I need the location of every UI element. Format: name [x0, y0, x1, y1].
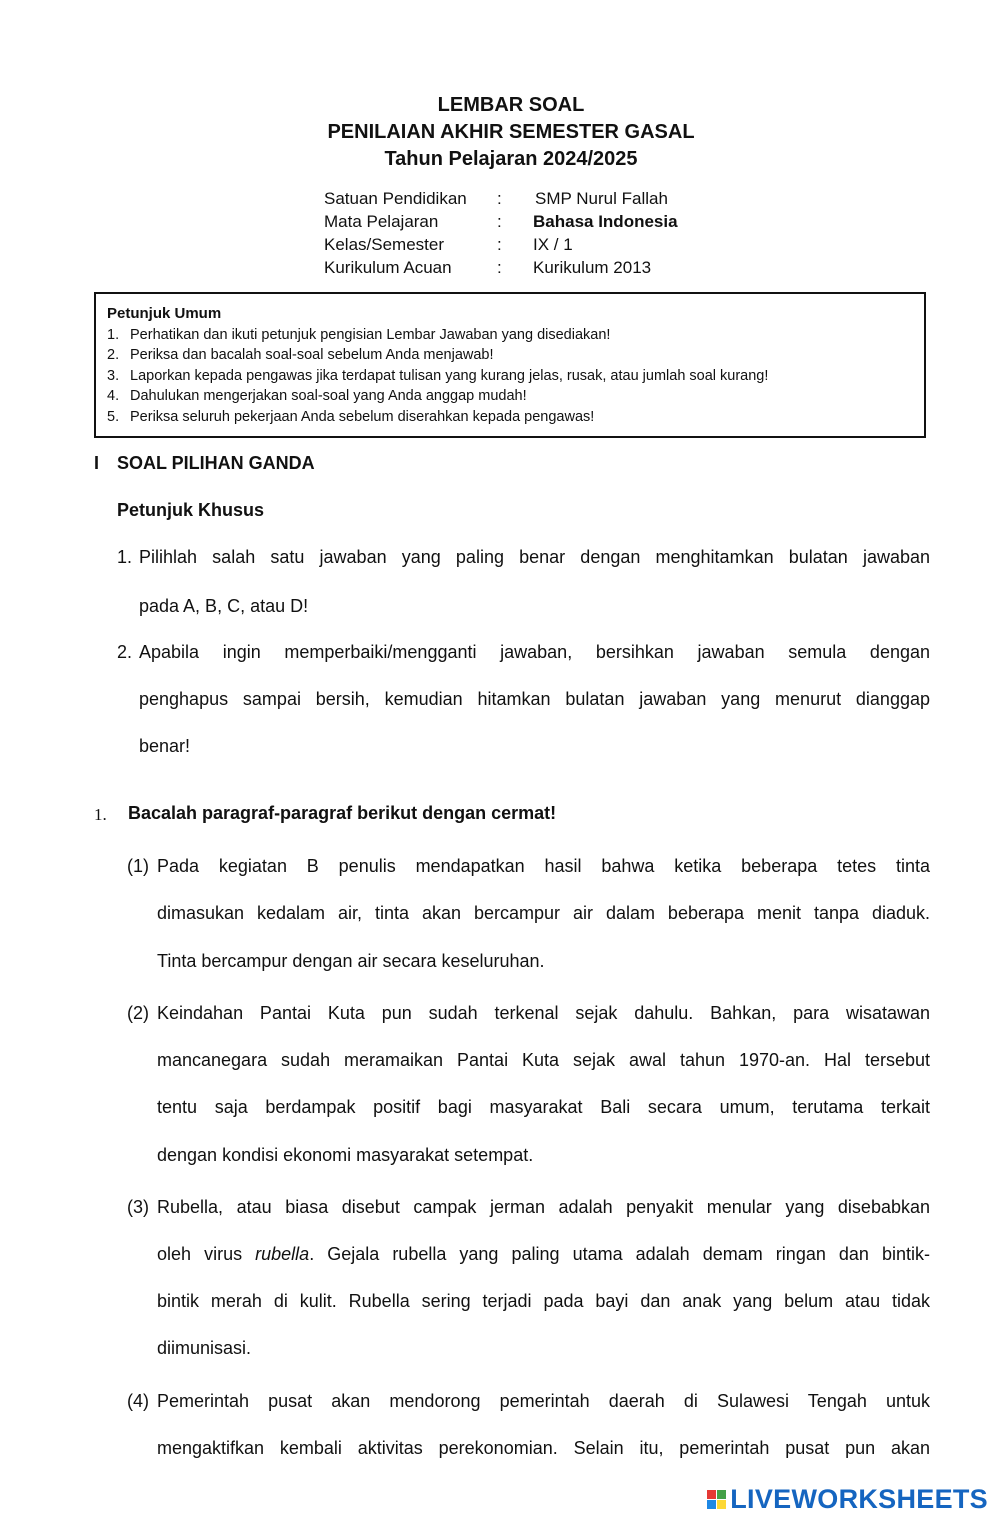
info-value-kurikulum: Kurikulum 2013 [533, 258, 652, 277]
liveworksheets-logo-icon [707, 1490, 726, 1509]
info-value-mapel: Bahasa Indonesia [533, 212, 678, 231]
section-number: I [94, 453, 100, 473]
general-instruction-item: 3. Laporkan kepada pengawas jika terdapat tulisan yang kurang jelas, rusak, atau jumlah soal kurang! [107, 368, 769, 384]
special-item-line: Pilihlah salah satu jawaban yang paling benar dengan menghitamkan bulatan jawaban [139, 547, 930, 567]
general-instructions-title: Petunjuk Umum [107, 305, 222, 322]
paragraph-line: dengan kondisi ekonomi masyarakat setempat. [157, 1145, 534, 1165]
paragraph-line: mengaktifkan kembali aktivitas perekonomian. Selain itu, pemerintah pusat pun akan [157, 1438, 930, 1458]
general-instruction-item: 5. Periksa seluruh pekerjaan Anda sebelum diserahkan kepada pengawas! [107, 409, 595, 425]
info-colon: : [497, 258, 502, 277]
title-penilaian: PENILAIAN AKHIR SEMESTER GASAL [327, 121, 695, 143]
paragraph-line: Tinta bercampur dengan air secara keseluruhan. [157, 951, 545, 971]
special-item-line: Apabila ingin memperbaiki/mengganti jawaban, bersihkan jawaban semula dengan [139, 642, 930, 662]
special-item-number: 1. [117, 547, 133, 567]
liveworksheets-logo [707, 1484, 988, 1514]
title-lembar-soal: LEMBAR SOAL [437, 94, 585, 116]
general-instruction-item: 2. Periksa dan bacalah soal-soal sebelum Anda menjawab! [107, 347, 494, 363]
info-label: Mata Pelajaran [324, 212, 439, 231]
info-colon: : [497, 212, 502, 231]
paragraph-line: diimunisasi. [157, 1338, 252, 1358]
paragraph-line: Rubella, atau biasa disebut campak jerman adalah penyakit menular yang disebabkan [157, 1197, 930, 1217]
info-colon: : [497, 235, 502, 254]
paragraph-line: bintik merah di kulit. Rubella sering terjadi pada bayi dan anak yang belum atau tidak [157, 1291, 930, 1311]
paragraph-line: Pada kegiatan B penulis mendapatkan hasil bahwa ketika beberapa tetes tinta [157, 856, 930, 876]
question-prompt: Bacalah paragraf-paragraf berikut dengan cermat! [128, 803, 557, 823]
paragraph-line: mancanegara sudah meramaikan Pantai Kuta sejak awal tahun 1970-an. Hal tersebut [157, 1050, 930, 1070]
paragraph-line: Pemerintah pusat akan mendorong pemerintah daerah di Sulawesi Tengah untuk [157, 1391, 930, 1411]
paragraph-line: dimasukan kedalam air, tinta akan bercampur air dalam beberapa menit tanpa diaduk. [157, 903, 930, 923]
special-item-line: pada A, B, C, atau D! [139, 596, 309, 616]
info-label: Satuan Pendidikan [324, 189, 467, 208]
title-tahun-pelajaran: Tahun Pelajaran 2024/2025 [384, 148, 638, 170]
info-value-satuan: SMP Nurul Fallah [535, 189, 668, 208]
general-instruction-item: 1. Perhatikan dan ikuti petunjuk pengisian Lembar Jawaban yang disediakan! [107, 327, 611, 343]
section-title: SOAL PILIHAN GANDA [117, 453, 315, 473]
special-item-line: benar! [139, 736, 191, 756]
special-instructions-title: Petunjuk Khusus [117, 500, 265, 520]
paragraph-number: (3) [127, 1197, 149, 1217]
paragraph-line: oleh virus rubella. Gejala rubella yang paling utama adalah demam ringan dan bintik- [157, 1244, 930, 1264]
info-value-kelas: IX / 1 [533, 235, 573, 254]
info-label: Kelas/Semester [324, 235, 444, 254]
info-colon: : [497, 189, 502, 208]
question-number: 1. [94, 805, 107, 824]
paragraph-number: (2) [127, 1003, 149, 1023]
italic-term: rubella [255, 1244, 310, 1264]
paragraph-line: tentu saja berdampak positif bagi masyarakat Bali secara umum, terutama terkait [157, 1097, 930, 1117]
general-instruction-item: 4. Dahulukan mengerjakan soal-soal yang Anda anggap mudah! [107, 388, 527, 404]
paragraph-number: (4) [127, 1391, 149, 1411]
info-label: Kurikulum Acuan [324, 258, 452, 277]
paragraph-number: (1) [127, 856, 149, 876]
paragraph-line: Keindahan Pantai Kuta pun sudah terkenal sejak dahulu. Bahkan, para wisatawan [157, 1003, 930, 1023]
special-item-line: penghapus sampai bersih, kemudian hitamkan bulatan jawaban yang menurut dianggap [139, 689, 930, 709]
special-item-number: 2. [117, 642, 133, 662]
liveworksheets-logo-text: LIVEWORKSHEETS [730, 1483, 988, 1514]
